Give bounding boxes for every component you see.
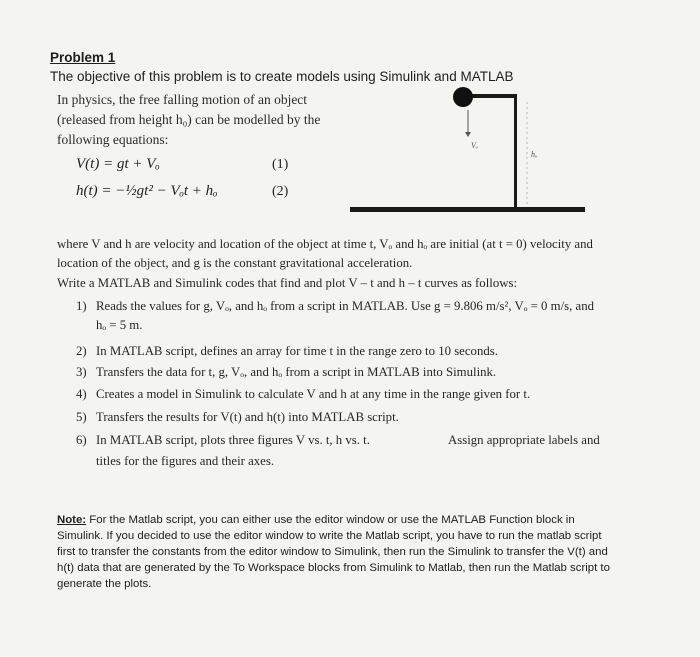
step-2-text: In MATLAB script, defines an array for time t in the range zero to 10 seconds.	[96, 344, 498, 358]
equation-number-1: (1)	[272, 157, 289, 172]
step-6-text-cont: titles for the figures and their axes.	[96, 454, 275, 468]
equation-number-2: (2)	[272, 184, 289, 199]
step-6-aside: Assign appropriate labels and	[448, 433, 600, 447]
intro-line-3: following equations:	[57, 132, 169, 147]
note-label: Note:	[57, 514, 87, 526]
step-3-text: Transfers the data for t, g, Vₒ, and hₒ from a script in MATLAB into Simulink.	[96, 365, 497, 379]
intro-line-1: In physics, the free falling motion of an object	[57, 92, 308, 107]
description-line-2: location of the object, and g is the constant gravitational acceleration.	[57, 256, 413, 270]
description-line-3: Write a MATLAB and Simulink codes that find and plot V – t and h – t curves as follows:	[57, 276, 517, 290]
ground-line	[350, 207, 585, 212]
equation-height: h(t) = −½gt² − Vₒt + hₒ	[76, 183, 218, 199]
note-paragraph	[57, 512, 617, 592]
velocity-arrowhead	[465, 132, 471, 137]
step-3-number: 3)	[76, 365, 87, 379]
intro-line-2: (released from height h₀) can be modelled by the	[57, 112, 321, 127]
objective-text: The objective of this problem is to create models using Simulink and MATLAB	[50, 69, 514, 84]
step-5-text: Transfers the results for V(t) and h(t) into MATLAB script.	[96, 410, 399, 424]
step-1-text: Reads the values for g, Vₒ, and hₒ from a script in MATLAB. Use g = 9.806 m/s², Vₒ = 0 m/s, and	[96, 299, 595, 313]
step-4-text: Creates a model in Simulink to calculate V and h at any time in the range given for t.	[96, 387, 531, 401]
step-6-text: In MATLAB script, plots three figures V vs. t, h vs. t.	[96, 433, 370, 447]
velocity-label: Vₒ	[471, 141, 479, 150]
falling-ball	[453, 87, 473, 107]
step-1-text-cont: hₒ = 5 m.	[96, 318, 143, 332]
step-4-number: 4)	[76, 387, 87, 401]
step-1-number: 1)	[76, 299, 87, 313]
note-text: For the Matlab script, you can either use the editor window or use the MATLAB Function block in Simulink. If you decided to use the editor window to write the Matlab script, you have to run the matlab script first to transfer the constants from the editor window to Simulink, then run the Simulink to transfer the V(t) and h(t) data that are generated by the To Workspace blocks from Simulink to Matlab, then run the Matlab script to generate the plots.	[57, 514, 610, 590]
step-6-number: 6)	[76, 433, 87, 447]
step-2-number: 2)	[76, 344, 87, 358]
problem-heading: Problem 1	[50, 50, 116, 65]
pole	[514, 94, 517, 209]
equation-velocity: V(t) = gt + Vₒ	[76, 156, 160, 172]
height-label: hₒ	[531, 150, 538, 159]
description-line-1: where V and h are velocity and location of the object at time t, Vₒ and hₒ are initial (at t = 0) velocity and	[57, 237, 593, 251]
free-fall-diagram	[350, 82, 590, 222]
step-5-number: 5)	[76, 410, 87, 424]
